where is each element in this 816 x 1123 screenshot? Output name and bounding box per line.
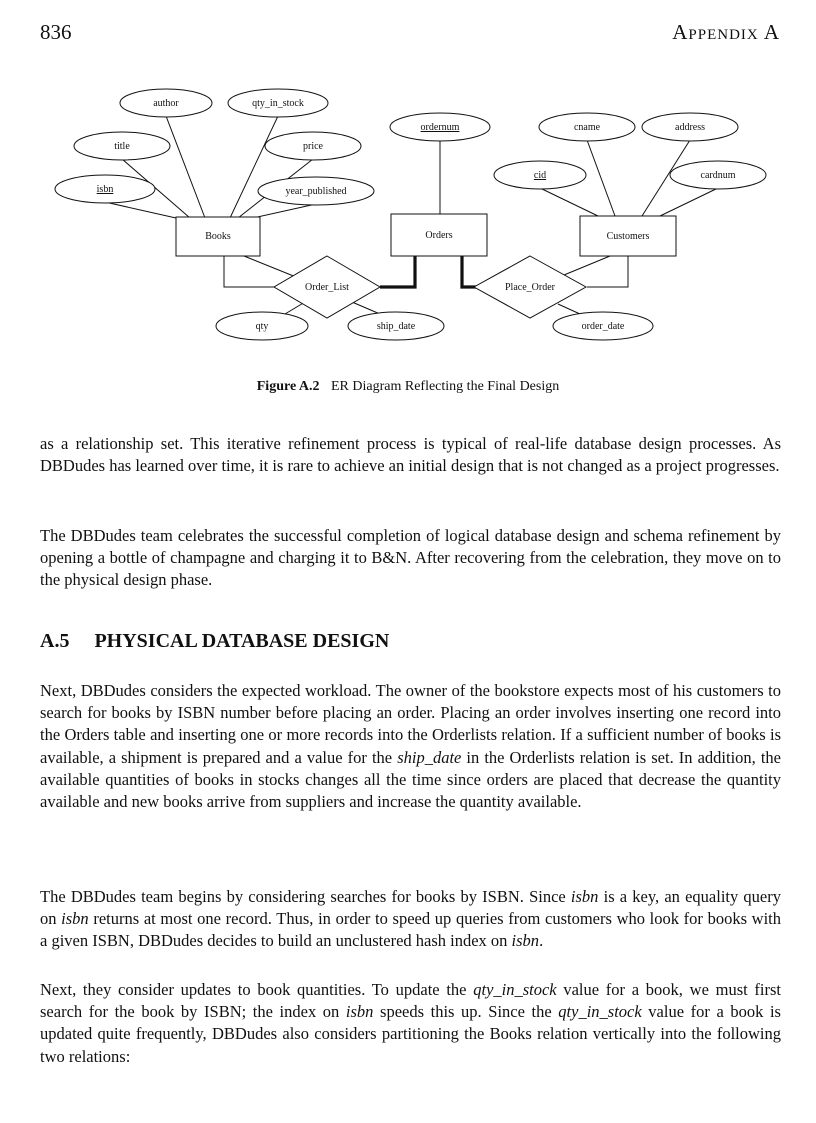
- connector-ship-date: [352, 302, 380, 314]
- line-customers-placeorder-2: [564, 256, 610, 275]
- label-customers: Customers: [606, 231, 650, 242]
- p5-emphasis-2: isbn: [345, 1002, 374, 1022]
- label-author: author: [153, 98, 179, 109]
- label-order-date: order_date: [581, 321, 625, 332]
- p5-part-a: Next, they consider updates to book quantities. To update the: [40, 980, 474, 999]
- p5-emphasis-1: qty_in_stock: [473, 980, 557, 999]
- line-orders-placeorder: [462, 256, 484, 287]
- connector-cid: [540, 188, 598, 216]
- label-cid: cid: [533, 170, 547, 181]
- running-head: Appendix A: [672, 20, 780, 44]
- paragraph-2: The DBDudes team celebrates the successful completion of logical database design and schema refinement by opening a bottle of champagne and charging it to B&N. After recovering from the celebration, they move on to the physical design phase.: [40, 526, 781, 590]
- p3-part-a: Next, DBDudes considers the expected workload. The owner of the bookstore expects most of his customers to search for books by ISBN number before placing an order. Placing an order involves inserting one record into the Orders table and inserting one or more records into the Orderlists relation. If a sufficient number of books is available, a shipment is prepared and a value for the: [40, 681, 781, 767]
- p4-emphasis-2: isbn: [61, 909, 89, 929]
- p5-part-c: speeds this up. Since the: [373, 1002, 559, 1022]
- p3-part-b: in the Orderlists relation is set. In addition, the available quantities of books in stocks changes all the time since orders are placed that decrease the quantity available and new books arrive from suppliers and increase the quantity available.: [40, 747, 782, 812]
- label-price: price: [303, 141, 323, 152]
- paragraph-5: [40, 979, 781, 1068]
- paragraph-4: [40, 886, 781, 953]
- label-title: title: [114, 141, 130, 152]
- label-address: address: [675, 122, 705, 133]
- caption-text: ER Diagram Reflecting the Final Design: [331, 379, 560, 394]
- label-qty: qty: [255, 321, 269, 332]
- label-qty-in-stock: qty_in_stock: [252, 98, 304, 109]
- p5-emphasis-3: qty_in_stock: [558, 1002, 642, 1022]
- p4-part-b: is a key, an equality query on: [40, 887, 782, 929]
- section-heading: [40, 630, 781, 653]
- line-books-orderlist: [224, 256, 275, 287]
- label-orders: Orders: [425, 230, 453, 241]
- p4-part-a: The DBDudes team begins by considering searches for books by ISBN. Since: [40, 887, 571, 906]
- label-year-published: year_published: [285, 186, 347, 197]
- figure-caption: [0, 379, 816, 395]
- label-isbn: isbn: [96, 184, 114, 195]
- label-cname: cname: [573, 122, 601, 133]
- label-books: Books: [205, 231, 231, 242]
- p5-part-b: value for a book, we must first search for the book by ISBN; the index on: [40, 980, 781, 1022]
- label-order-list: Order_List: [305, 282, 349, 293]
- line-customers-placeorder: [587, 256, 628, 287]
- label-cardnum: cardnum: [700, 170, 736, 181]
- connector-cname: [587, 140, 615, 216]
- p4-emphasis-1: isbn: [570, 887, 599, 906]
- line-orders-orderlist: [380, 256, 415, 287]
- section-number: A.5: [40, 630, 70, 652]
- label-ship-date: ship_date: [376, 321, 416, 332]
- connector-order-date: [558, 304, 580, 314]
- connector-qty-in-stock: [230, 116, 278, 218]
- er-diagram: [0, 70, 816, 360]
- paragraph-1: as a relationship set. This iterative refinement process is typical of real-life database design processes. As DBDudes has learned over time, it is rare to achieve an initial design that is not changed as a project progresses.: [40, 434, 781, 476]
- p4-emphasis-3: isbn: [511, 931, 540, 951]
- section-title: PHYSICAL DATABASE DESIGN: [94, 630, 390, 652]
- caption-label: Figure A.2: [256, 379, 320, 394]
- p5-part-d: value for a book is updated quite frequently, DBDudes also considers partitioning the Books relation vertically into the following two relations:: [40, 1002, 781, 1066]
- line-books-orderlist-2: [244, 256, 296, 277]
- er-diagram-figure: [0, 70, 816, 360]
- p4-part-d: .: [539, 931, 544, 951]
- label-ordernum: ordernum: [420, 122, 460, 133]
- connector-cardnum: [660, 188, 718, 216]
- connector-isbn: [105, 202, 176, 218]
- page-header: [40, 20, 780, 50]
- p3-emphasis: ship_date: [397, 747, 462, 767]
- paragraph-3: [40, 680, 781, 813]
- label-place-order: Place_Order: [505, 282, 555, 293]
- p4-part-c: returns at most one record. Thus, in order to speed up queries from customers who look for books with a given ISBN, DBDudes decides to build an unclustered hash index on: [40, 909, 781, 951]
- page-number: 836: [40, 20, 72, 44]
